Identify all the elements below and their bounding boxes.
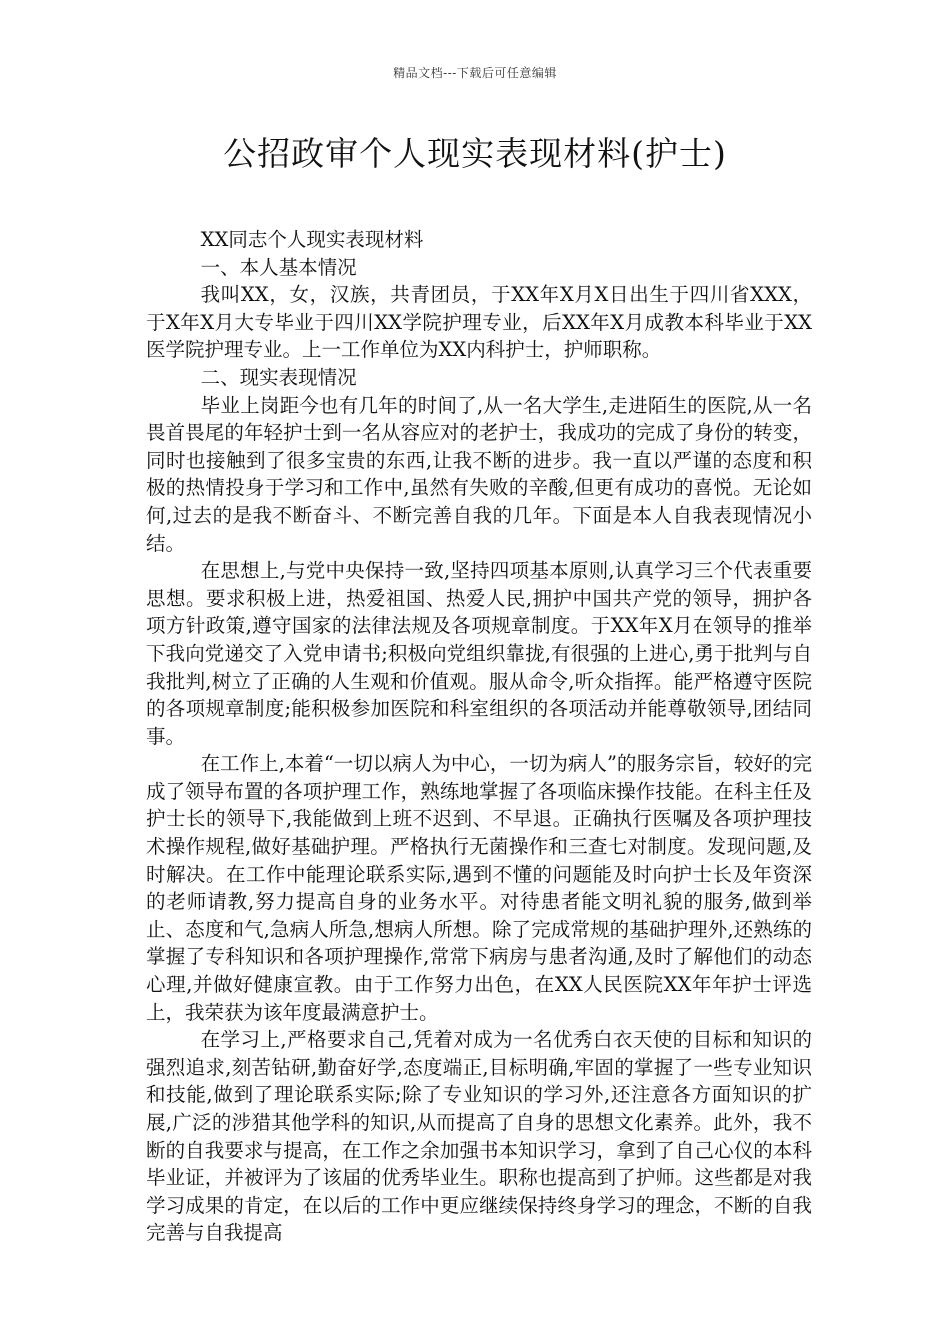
paragraph-ideology: 在思想上,与党中央保持一致,坚持四项基本原则,认真学习三个代表重要思想。要求积极上进，热爱祖国、热爱人民,拥护中国共产党的领导，拥护各项方针政策,遵守国家的法律法规及各项规章制度。于XX年X月在领导的推举下我向党递交了入党申请书;积极向党组织靠拢,有很强的上进心,勇于批判与自我批判,树立了正确的人生观和价值观。服从命令,听众指挥。能严格遵守医院的各项规章制度;能积极参加医院和科室组织的各项活动并能尊敬领导,团结同事。	[146, 559, 812, 748]
section-heading-basic-info: 一、本人基本情况	[200, 255, 357, 279]
paragraph-introduction: 毕业上岗距今也有几年的时间了,从一名大学生,走进陌生的医院,从一名畏首畏尾的年轻护士到一名从容应对的老护士，我成功的完成了身份的转变，同时也接触到了很多宝贵的东西,让我不断的进步。我一直以严谨的态度和积极的热情投身于学习和工作中,虽然有失败的辛酸,但更有成功的喜悦。无论如何,过去的是我不断奋斗、不断完善自我的几年。下面是本人自我表现情况小结。	[146, 393, 812, 555]
document-subtitle: XX同志个人现实表现材料	[200, 228, 424, 251]
header-note: 精品文档---下载后可任意编辑	[393, 66, 557, 80]
section-heading-performance: 二、现实表现情况	[200, 365, 357, 389]
document-title: 公招政审个人现实表现材料(护士)	[223, 134, 727, 173]
paragraph-work: 在工作上,本着“一切以病人为中心，一切为病人”的服务宗旨，较好的完成了领导布置的各项护理工作，熟练地掌握了各项临床操作技能。在科主任及护士长的领导下,我能做到上班不迟到、不早退。正确执行医嘱及各项护理技术操作规程,做好基础护理。严格执行无菌操作和三查七对制度。发现问题,及时解决。在工作中能理论联系实际,遇到不懂的问题能及时向护士长及年资深的老师请教,努力提高自身的业务水平。对待患者能文明礼貌的服务,做到举止、态度和气,急病人所急,想病人所想。除了完成常规的基础护理外,还熟练的掌握了专科知识和各项护理操作,常常下病房与患者沟通,及时了解他们的动态心理,并做好健康宣教。由于工作努力出色，在XX人民医院XX年年护士评选上，我荣获为该年度最满意护士。	[146, 752, 812, 1024]
paragraph-study: 在学习上,严格要求自己,凭着对成为一名优秀白衣天使的目标和知识的强烈追求,刻苦钻研,勤奋好学,态度端正,目标明确,牢固的掌握了一些专业知识和技能,做到了理论联系实际;除了专业知识的学习外,还注意各方面知识的扩展,广泛的涉猎其他学科的知识,从而提高了自身的思想文化素养。此外，我不断的自我要求与提高，在工作之余加强书本知识学习，拿到了自己心仪的本科毕业证，并被评为了该届的优秀毕业生。职称也提高到了护师。这些都是对我学习成果的肯定，在以后的工作中更应继续保持终身学习的理念，不断的自我完善与自我提高	[146, 1028, 812, 1245]
paragraph-basic-info: 我叫XX，女，汉族，共青团员，于XX年X月X日出生于四川省XXX，于X年X月大专毕业于四川XX学院护理专业，后XX年X月成教本科毕业于XX医学院护理专业。上一工作单位为XX内科护士，护师职称。	[146, 283, 812, 362]
document-body	[146, 226, 812, 1247]
